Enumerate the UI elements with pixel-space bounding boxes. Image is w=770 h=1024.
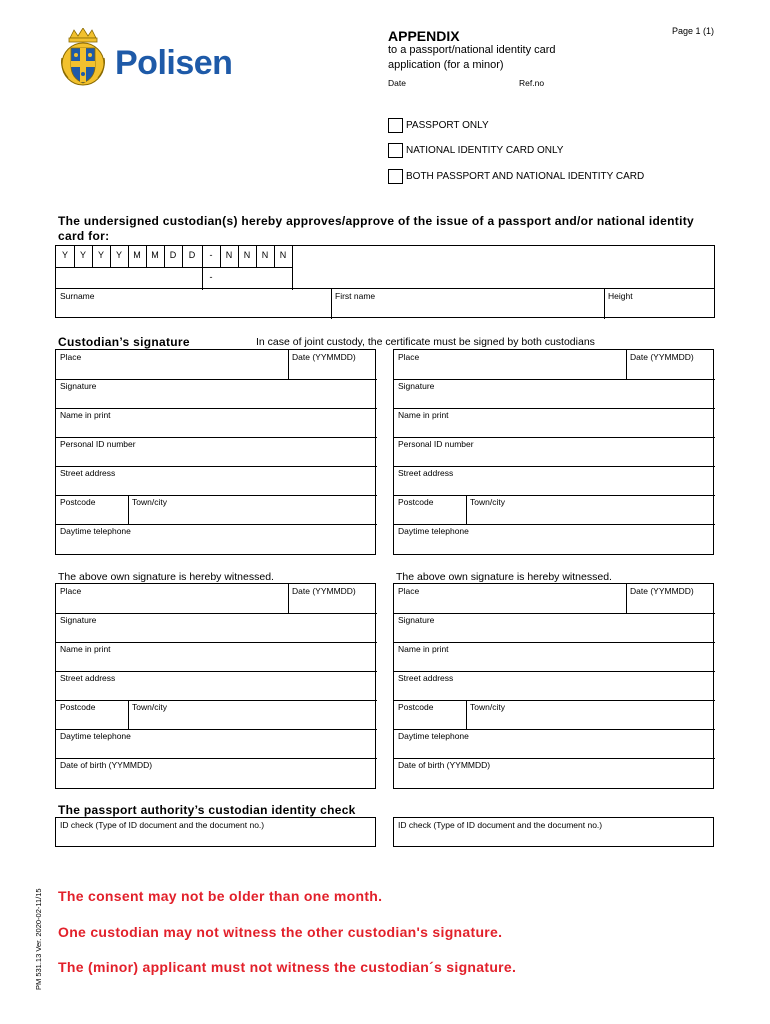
witness-name-print-field[interactable]: Name in print: [398, 644, 449, 654]
witness-date-field[interactable]: Date (YYMMDD): [292, 586, 356, 596]
custodian-note: In case of joint custody, the certificate must be signed by both custodians: [256, 336, 595, 348]
witness-signature-field[interactable]: Signature: [60, 615, 97, 625]
telephone-field[interactable]: Daytime telephone: [60, 526, 131, 536]
page-title: APPENDIX: [388, 28, 460, 44]
name-row: [55, 288, 715, 318]
id-check-field[interactable]: ID check (Type of ID document and the document no.): [398, 820, 603, 830]
dash-second-row: -: [209, 272, 213, 282]
digit-11: N: [261, 250, 269, 260]
right-custodian-block: [393, 349, 714, 555]
digit-7: D: [188, 250, 196, 260]
witness-postcode-field[interactable]: Postcode: [398, 702, 434, 712]
name-print-field[interactable]: Name in print: [398, 410, 449, 420]
height-field[interactable]: Height: [608, 291, 633, 301]
form-version-text: PM 531.13 Ver. 2020-02-11/15: [34, 888, 43, 990]
postcode-field[interactable]: Postcode: [398, 497, 434, 507]
checkbox-passport-only[interactable]: [388, 118, 403, 133]
form-version: [34, 888, 43, 990]
witness-title-left: The above own signature is hereby witnessed.: [58, 571, 274, 583]
ref-label: Ref.no: [519, 78, 545, 88]
digit-9: N: [225, 250, 233, 260]
signature-field[interactable]: Signature: [60, 381, 97, 391]
option-passport-only: PASSPORT ONLY: [406, 120, 489, 131]
note-no-cross-witness: One custodian may not witness the other custodian's signature.: [58, 924, 503, 940]
date-label: Date: [388, 78, 406, 88]
town-field[interactable]: Town/city: [470, 497, 505, 507]
telephone-field[interactable]: Daytime telephone: [398, 526, 469, 536]
digit-8: -: [209, 250, 213, 260]
note-consent-age: The consent may not be older than one month.: [58, 888, 383, 904]
signature-field[interactable]: Signature: [398, 381, 435, 391]
witness-telephone-field[interactable]: Daytime telephone: [398, 731, 469, 741]
postcode-field[interactable]: Postcode: [60, 497, 96, 507]
surname-field[interactable]: Surname: [60, 291, 95, 301]
note-applicant-not-witness: The (minor) applicant must not witness the custodian´s signature.: [58, 959, 517, 975]
witness-title-right: The above own signature is hereby witnessed.: [396, 571, 612, 583]
witness-signature-field[interactable]: Signature: [398, 615, 435, 625]
witness-name-print-field[interactable]: Name in print: [60, 644, 111, 654]
street-field[interactable]: Street address: [398, 468, 454, 478]
left-witness-block: [55, 583, 376, 789]
id-check-field[interactable]: ID check (Type of ID document and the document no.): [60, 820, 265, 830]
date-field[interactable]: Date (YYMMDD): [292, 352, 356, 362]
first-name-field[interactable]: First name: [335, 291, 376, 301]
personal-id-field[interactable]: Personal ID number: [60, 439, 136, 449]
witness-town-field[interactable]: Town/city: [132, 702, 167, 712]
digit-0: Y: [61, 250, 68, 260]
left-custodian-block: [55, 349, 376, 555]
date-field[interactable]: Date (YYMMDD): [630, 352, 694, 362]
witness-street-field[interactable]: Street address: [398, 673, 454, 683]
option-both: BOTH PASSPORT AND NATIONAL IDENTITY CARD: [406, 171, 645, 182]
checkbox-id-card-only[interactable]: [388, 143, 403, 158]
right-witness-block: [393, 583, 714, 789]
left-id-check: [55, 817, 376, 847]
police-crest-icon: [56, 28, 110, 90]
witness-dob-field[interactable]: Date of birth (YYMMDD): [60, 760, 153, 770]
applicant-intro: The undersigned custodian(s) hereby approves/approve of the issue of a passport and/or national identity card for:: [58, 214, 694, 243]
digit-5: M: [151, 250, 159, 260]
right-id-check: [393, 817, 714, 847]
digit-10: N: [243, 250, 251, 260]
personal-number-grid[interactable]: [55, 245, 715, 289]
witness-town-field[interactable]: Town/city: [470, 702, 505, 712]
digit-3: Y: [115, 250, 122, 260]
street-field[interactable]: Street address: [60, 468, 116, 478]
id-check-title: The passport authority’s custodian identity check: [58, 803, 356, 817]
witness-dob-field[interactable]: Date of birth (YYMMDD): [398, 760, 491, 770]
digit-12: N: [279, 250, 287, 260]
subtitle-line2: application (for a minor): [388, 59, 504, 71]
witness-telephone-field[interactable]: Daytime telephone: [60, 731, 131, 741]
digit-4: M: [133, 250, 141, 260]
name-print-field[interactable]: Name in print: [60, 410, 111, 420]
custodian-title: Custodian’s signature: [58, 335, 190, 349]
place-field[interactable]: Place: [60, 352, 82, 362]
witness-place-field[interactable]: Place: [398, 586, 420, 596]
option-id-card-only: NATIONAL IDENTITY CARD ONLY: [406, 145, 564, 156]
personal-id-field[interactable]: Personal ID number: [398, 439, 474, 449]
digit-2: Y: [97, 250, 104, 260]
witness-date-field[interactable]: Date (YYMMDD): [630, 586, 694, 596]
page-number: Page 1 (1): [672, 26, 715, 36]
digit-1: Y: [79, 250, 86, 260]
town-field[interactable]: Town/city: [132, 497, 167, 507]
subtitle-line1: to a passport/national identity card: [388, 44, 556, 56]
witness-place-field[interactable]: Place: [60, 586, 82, 596]
digit-6: D: [169, 250, 177, 260]
witness-street-field[interactable]: Street address: [60, 673, 116, 683]
logo-text: Polisen: [115, 44, 233, 82]
place-field[interactable]: Place: [398, 352, 420, 362]
checkbox-both[interactable]: [388, 169, 403, 184]
witness-postcode-field[interactable]: Postcode: [60, 702, 96, 712]
